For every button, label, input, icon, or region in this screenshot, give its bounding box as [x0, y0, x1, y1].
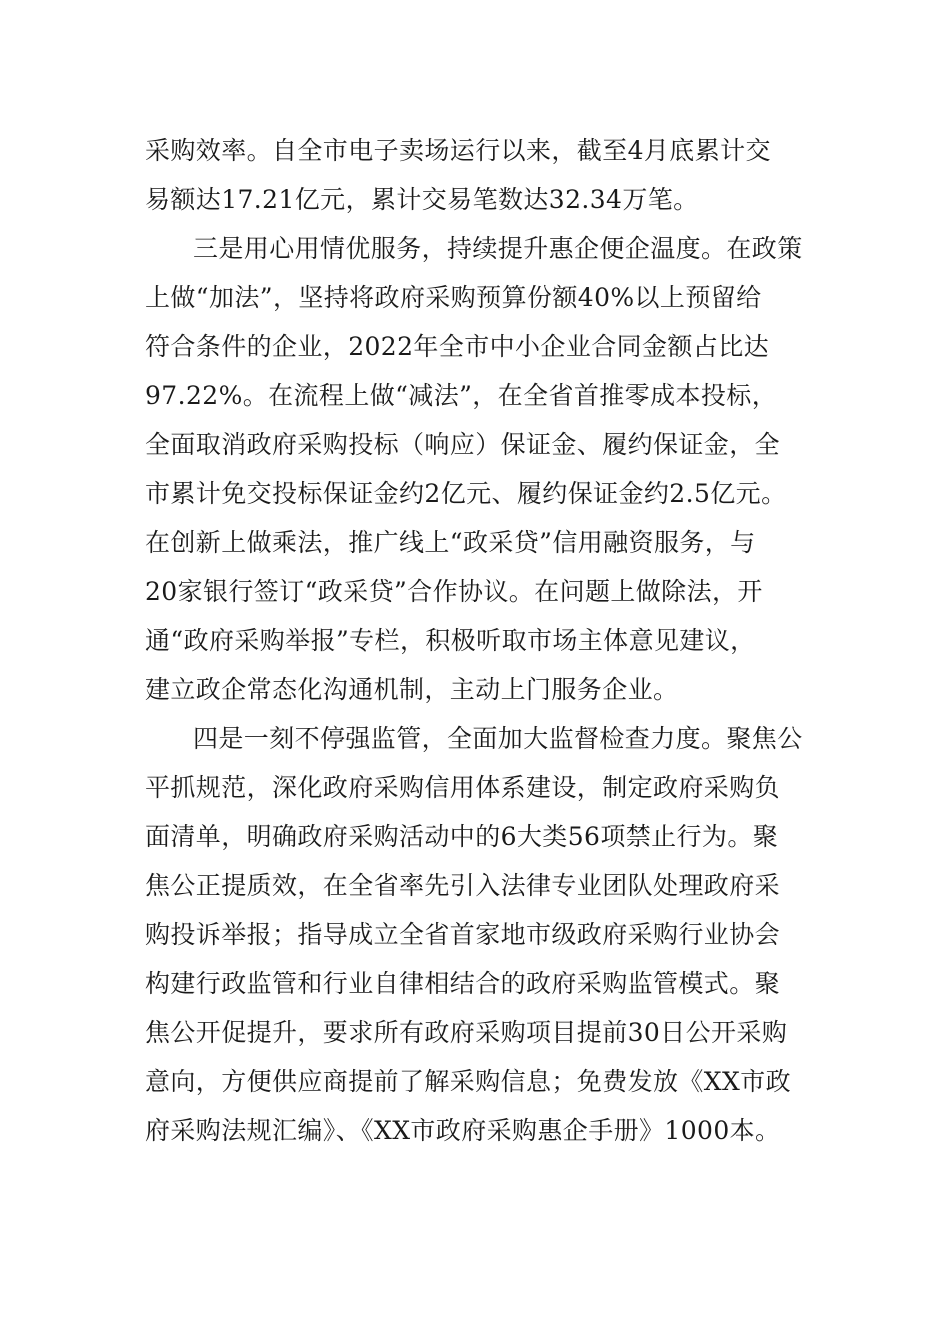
body-text-line: 采购效率。自全市电子卖场运行以来，截至4月底累计交 — [145, 136, 771, 165]
body-text-line: 意向，方便供应商提前了解采购信息；免费发放《XX市政 — [145, 1067, 791, 1096]
body-text-line: 府采购法规汇编》、《XX市政府采购惠企手册》1000本。 — [145, 1116, 781, 1145]
body-text-line: 在创新上做乘法，推广线上“政采贷”信用融资服务，与 — [145, 528, 756, 557]
paragraph-start-line: 三是用心用情优服务，持续提升惠企便企温度。在政策 — [193, 234, 803, 263]
paragraph-start-line: 四是一刻不停强监管，全面加大监督检查力度。聚焦公 — [193, 724, 803, 753]
body-text-line: 焦公正提质效，在全省率先引入法律专业团队处理政府采 — [145, 871, 781, 900]
body-text-line: 符合条件的企业，2022年全市中小企业合同金额占比达 — [145, 332, 770, 361]
body-text-line: 平抓规范，深化政府采购信用体系建设，制定政府采购负 — [145, 773, 781, 802]
body-text-line: 易额达17.21亿元，累计交易笔数达32.34万笔。 — [145, 185, 699, 214]
body-text-line: 市累计免交投标保证金约2亿元、履约保证金约2.5亿元。 — [145, 479, 787, 508]
body-text-line: 全面取消政府采购投标（响应）保证金、履约保证金，全 — [145, 430, 781, 459]
body-text-line: 通“政府采购举报”专栏，积极听取市场主体意见建议， — [145, 626, 756, 655]
body-text-line: 97.22%。在流程上做“减法”，在全省首推零成本投标， — [145, 381, 778, 410]
body-text-line: 购投诉举报；指导成立全省首家地市级政府采购行业协会 — [145, 920, 781, 949]
body-text-line: 构建行政监管和行业自律相结合的政府采购监管模式。聚 — [145, 969, 781, 998]
body-text-line: 上做“加法”，坚持将政府采购预算份额40%以上预留给 — [145, 283, 762, 312]
body-text-line: 焦公开促提升，要求所有政府采购项目提前30日公开采购 — [145, 1018, 788, 1047]
body-text-line: 建立政企常态化沟通机制，主动上门服务企业。 — [145, 675, 679, 704]
body-text-line: 面清单，明确政府采购活动中的6大类56项禁止行为。聚 — [145, 822, 779, 851]
body-text-line: 20家银行签订“政采贷”合作协议。在问题上做除法，开 — [145, 577, 763, 606]
